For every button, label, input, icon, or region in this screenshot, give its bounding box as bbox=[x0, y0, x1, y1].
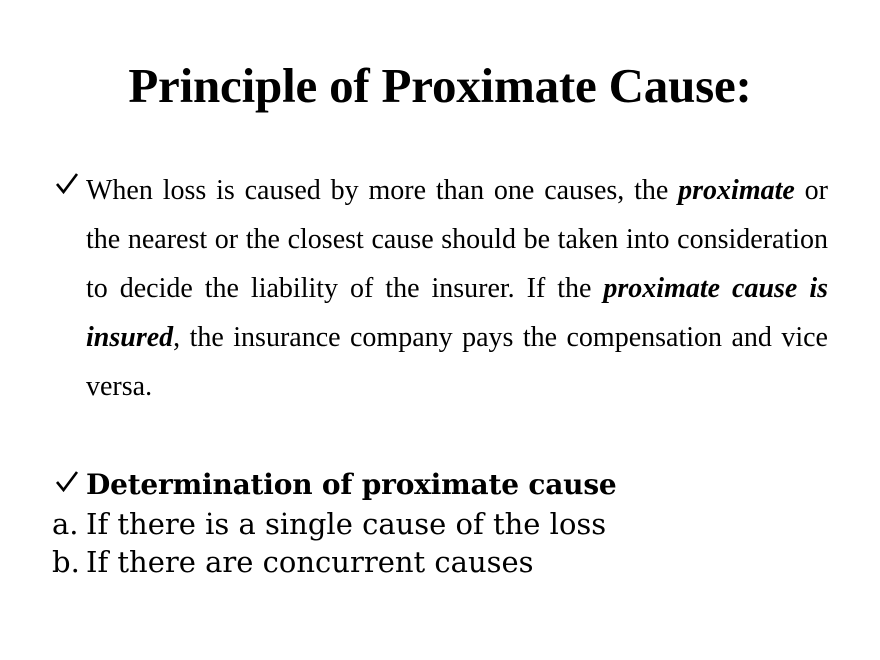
checkmark-icon bbox=[55, 470, 79, 494]
paragraph-text-2: or the nearest or the closest cause should be taken into consideration to decide the liability of the insurer. If the bbox=[86, 175, 828, 304]
slide-title: Principle of Proximate Cause: bbox=[128, 58, 752, 113]
list-item-text: If there are concurrent causes bbox=[86, 545, 534, 579]
list-item-text: If there is a single cause of the loss bbox=[86, 507, 607, 541]
list-marker: a. bbox=[52, 507, 79, 541]
paragraph-text-3: , the insurance company pays the compensation and vice versa. bbox=[86, 322, 828, 402]
list-item bbox=[52, 543, 534, 581]
paragraph-text-1: When loss is caused by more than one causes, the bbox=[86, 175, 679, 206]
section-heading: Determination of proximate cause bbox=[86, 468, 617, 501]
list-item bbox=[52, 505, 606, 543]
checkmark-icon bbox=[55, 172, 79, 196]
paragraph-emphasis-1: proximate bbox=[678, 175, 795, 206]
bullet-paragraph bbox=[86, 166, 828, 411]
list-marker: b. bbox=[52, 545, 80, 579]
paragraph-emphasis-2: proximate cause is insured bbox=[86, 273, 828, 353]
